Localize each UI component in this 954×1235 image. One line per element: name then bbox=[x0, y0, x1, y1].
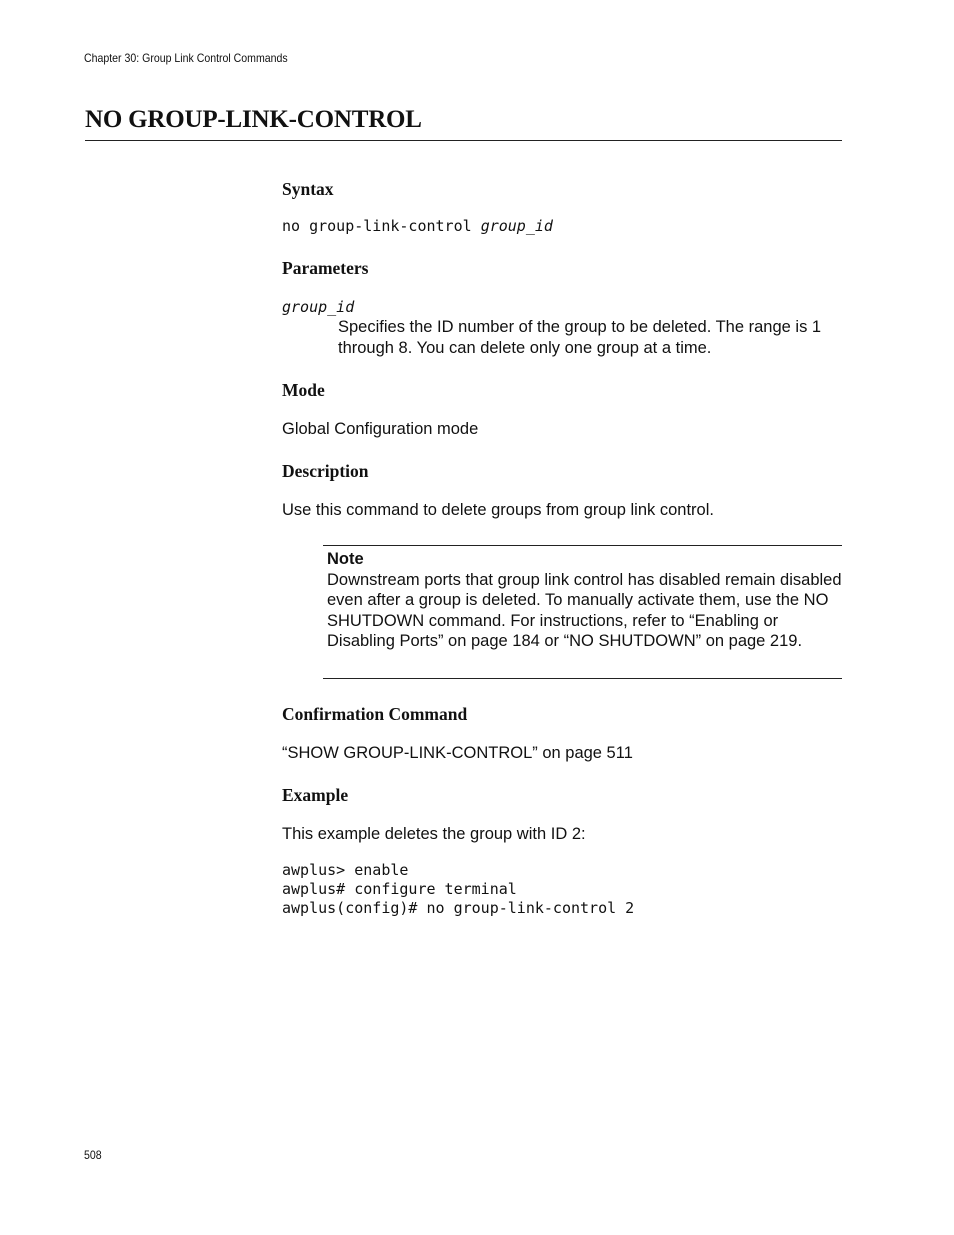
confirmation-heading: Confirmation Command bbox=[282, 704, 468, 724]
title-divider bbox=[85, 140, 842, 141]
mode-text: Global Configuration mode bbox=[282, 420, 479, 438]
syntax-line bbox=[282, 217, 553, 236]
note-label: Note bbox=[327, 550, 364, 568]
example-code-line: awplus(config)# no group-link-control 2 bbox=[282, 899, 635, 917]
example-code-block bbox=[282, 861, 634, 918]
syntax-command: no group-link-control bbox=[282, 217, 472, 235]
syntax-argument: group_id bbox=[480, 217, 553, 235]
example-intro: This example deletes the group with ID 2: bbox=[282, 825, 586, 843]
page-number: 508 bbox=[84, 1148, 102, 1162]
description-text: Use this command to delete groups from group link control. bbox=[282, 501, 714, 519]
example-heading: Example bbox=[282, 785, 349, 805]
confirmation-link[interactable]: “SHOW GROUP-LINK-CONTROL” on page 511 bbox=[282, 744, 633, 762]
parameter-description: Specifies the ID number of the group to be deleted. The range is 1 through 8. You can delete only one group at a time. bbox=[338, 318, 822, 357]
running-header: Chapter 30: Group Link Control Commands bbox=[84, 51, 288, 65]
description-heading: Description bbox=[282, 461, 369, 481]
mode-heading: Mode bbox=[282, 380, 325, 400]
syntax-heading: Syntax bbox=[282, 179, 334, 199]
note-box bbox=[323, 545, 842, 679]
example-code-line: awplus# configure terminal bbox=[282, 880, 517, 898]
page-title: NO GROUP-LINK-CONTROL bbox=[85, 106, 422, 133]
parameter-name: group_id bbox=[282, 298, 355, 316]
example-code-line: awplus> enable bbox=[282, 861, 409, 879]
note-text: Downstream ports that group link control has disabled remain disabled even after a group is deleted. To manually activate them, use the NO SHUTDOWN command. For instructions, refer to “Enabling or Disabling Ports” on page 184 or “NO SHUTDOWN” on page 219. bbox=[327, 571, 842, 650]
parameters-heading: Parameters bbox=[282, 258, 369, 278]
